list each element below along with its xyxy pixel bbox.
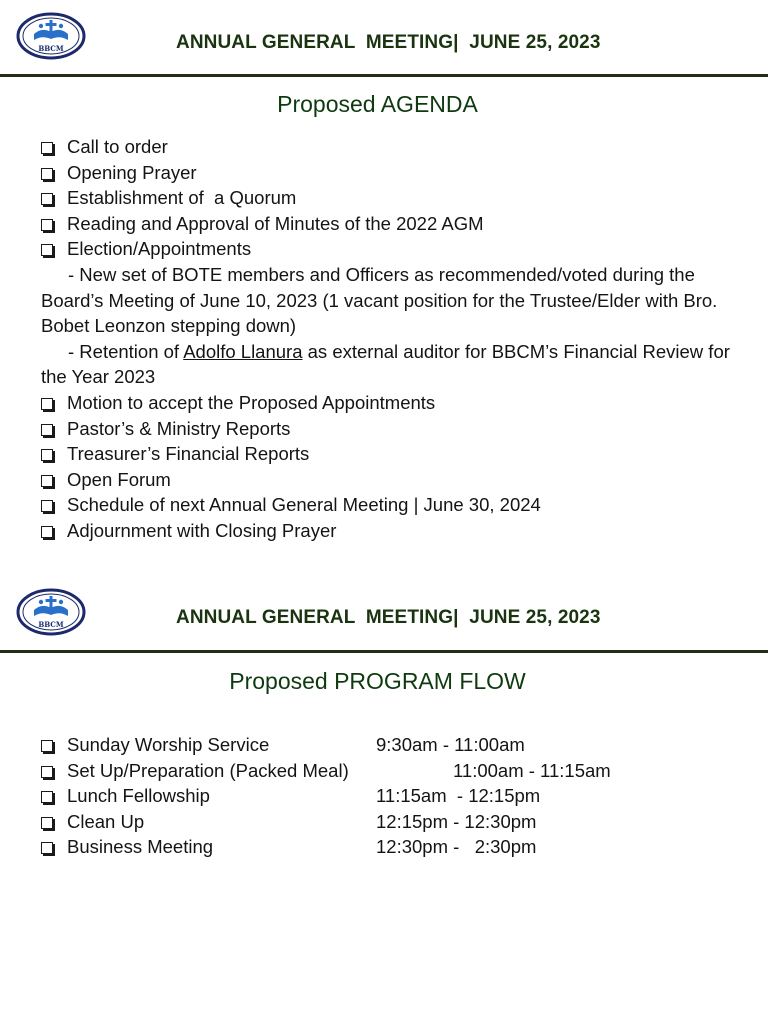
- program-list: [41, 732, 753, 860]
- program-slide: [0, 580, 768, 1024]
- list-item: Election/Appointments: [41, 236, 753, 262]
- list-item: Pastor’s & Ministry Reports: [41, 416, 753, 442]
- activity-time: 9:30am - 11:00am: [376, 734, 525, 755]
- checkbox-bullet-icon: [41, 424, 53, 436]
- bbcm-logo: [16, 12, 86, 60]
- list-item: Schedule of next Annual General Meeting | June 30, 2024: [41, 492, 753, 518]
- activity-name: Clean Up: [67, 810, 145, 832]
- checkbox-bullet-icon: [41, 500, 53, 512]
- checkbox-bullet-icon: [41, 449, 53, 461]
- auditor-name: Adolfo Llanura: [183, 340, 303, 362]
- list-item: Opening Prayer: [41, 160, 753, 186]
- checkbox-bullet-icon: [41, 766, 53, 778]
- checkbox-bullet-icon: [41, 193, 53, 205]
- checkbox-bullet-icon: [41, 219, 53, 231]
- checkbox-bullet-icon: [41, 817, 53, 829]
- checkbox-bullet-icon: [41, 526, 53, 538]
- list-item: Establishment of a Quorum: [41, 185, 753, 211]
- list-item: Motion to accept the Proposed Appointments: [41, 390, 753, 416]
- agenda-list: [41, 134, 753, 544]
- svg-text:BBCM: BBCM: [38, 44, 64, 53]
- checkbox-bullet-icon: [41, 475, 53, 487]
- agenda-title: Proposed AGENDA: [277, 91, 478, 117]
- table-row: [41, 758, 753, 784]
- table-row: [41, 834, 753, 860]
- checkbox-bullet-icon: [41, 398, 53, 410]
- checkbox-bullet-icon: [41, 740, 53, 752]
- svg-text:BBCM: BBCM: [38, 620, 64, 629]
- checkbox-bullet-icon: [41, 142, 53, 154]
- checkbox-bullet-icon: [41, 244, 53, 256]
- list-item: Treasurer’s Financial Reports: [41, 441, 753, 467]
- list-item: Open Forum: [41, 467, 753, 493]
- meeting-header: ANNUAL GENERAL MEETING| JUNE 25, 2023: [176, 32, 601, 53]
- checkbox-bullet-icon: [41, 168, 53, 180]
- activity-time: 12:15pm - 12:30pm: [376, 810, 537, 832]
- checkbox-bullet-icon: [41, 791, 53, 803]
- list-item: Reading and Approval of Minutes of the 2022 AGM: [41, 211, 753, 237]
- activity-time: 11:00am - 11:15am: [453, 759, 611, 781]
- table-row: [41, 809, 753, 835]
- bbcm-logo: [16, 588, 86, 636]
- meeting-header: ANNUAL GENERAL MEETING| JUNE 25, 2023: [176, 607, 601, 628]
- list-item: Call to order: [41, 134, 753, 160]
- header-divider: [0, 650, 768, 653]
- activity-name: Set Up/Preparation (Packed Meal): [67, 759, 349, 781]
- agenda-subitem-auditor: - Retention of Adolfo Llanura as external auditor for BBCM’s Financial Review for the Year 2023: [41, 340, 730, 388]
- header-divider: [0, 74, 768, 77]
- table-row: [41, 732, 753, 758]
- activity-name: Sunday Worship Service: [67, 734, 270, 755]
- program-title: Proposed PROGRAM FLOW: [229, 668, 526, 694]
- table-row: [41, 783, 753, 809]
- list-item: Adjournment with Closing Prayer: [41, 518, 753, 544]
- activity-time: 11:15am - 12:15pm: [376, 785, 541, 807]
- activity-time: 12:30pm - 2:30pm: [376, 836, 537, 858]
- activity-name: Business Meeting: [67, 836, 214, 858]
- checkbox-bullet-icon: [41, 842, 53, 854]
- agenda-subitem-bote: - New set of BOTE members and Officers as recommended/voted during the Board’s Meeting of June 10, 2023 (1 vacant position for the Trustee/Elder with Bro. Bobet Leonzon stepping down): [41, 263, 718, 337]
- activity-name: Lunch Fellowship: [67, 785, 210, 807]
